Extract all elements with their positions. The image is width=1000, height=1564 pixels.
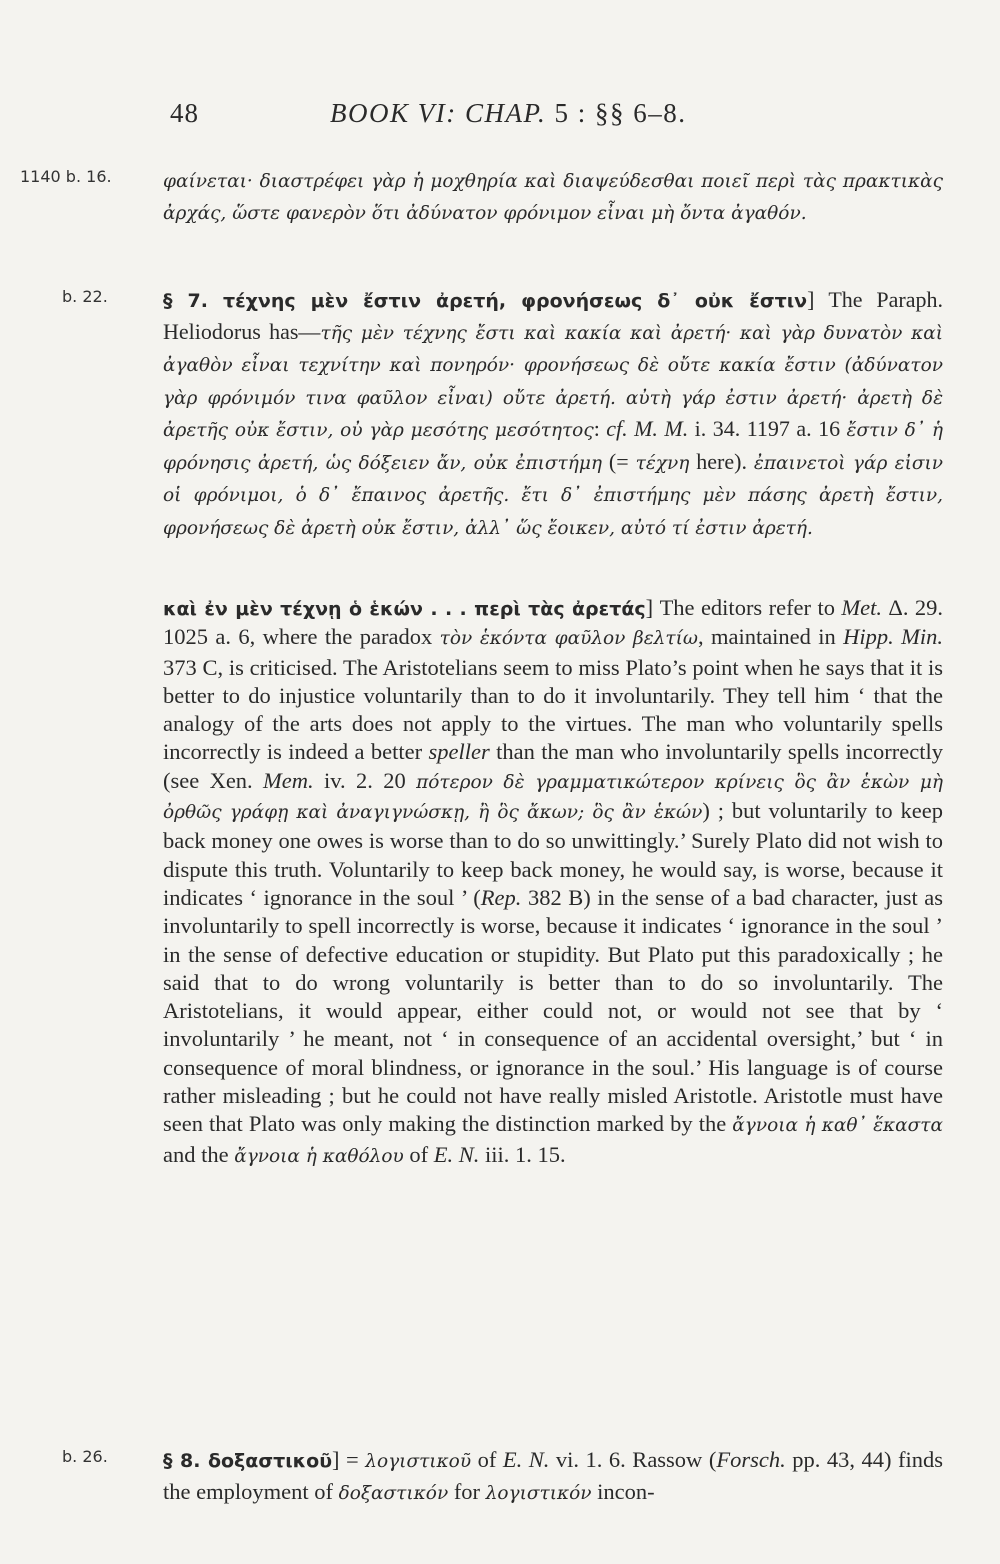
note-text: § 8. δοξαστικοῦ] = λογιστικοῦ of E. N. vi. 1. 6. Rassow (Forsch. pp. 43, 44) finds the employment of δοξαστικόν for λογιστικόν incon- — [163, 1447, 944, 1504]
page-number: 48 — [170, 98, 199, 128]
note-text: φαίνεται· διαστρέφει γὰρ ἡ μοχθηρία καὶ διαψεύδεσθαι ποιεῖ περὶ τὰς πρακτικὰς ἀρχάς, ὥστε φανερὸν ὅτι ἀδύνατον φρόνιμον εἶναι μὴ ὄντα ἀγαθόν. — [163, 171, 943, 224]
marginal-reference: b. 22. — [62, 287, 108, 306]
marginal-reference: b. 26. — [62, 1447, 108, 1466]
running-head — [330, 98, 687, 129]
note-text: § 7. τέχνης μὲν ἔστιν ἀρετή, φρονήσεως δ᾽ οὐκ ἔστιν] The Paraph. Heliodorus has—τῆς μὲν τέχνης ἔστι καὶ κακία καὶ ἀρετή· καὶ γὰρ δυνατὸν καὶ ἀγαθὸν εἶναι τεχνίτην καὶ πονηρόν· φρονήσεως δὲ οὔτε κακία ἔστιν (ἀδύνατον γὰρ φρόνιμόν τινα φαῦλον εἶναι) οὔτε ἀρετή. αὐτὴ γάρ ἐστιν ἀρετή· ἀρετὴ δὲ ἀρετῆς οὐκ ἔστιν, οὐ γὰρ μεσότης μεσότητος: cf. M. M. i. 34. 1197 a. 16 ἔστιν δ᾽ ἡ φρόνησις ἀρετή, ὡς δόξειεν ἄν, οὐκ ἐπιστήμη (= τέχνη here). ἐπαινετοὶ γάρ εἰσιν οἱ φρόνιμοι, ὁ δ᾽ ἔπαινος ἀρετῆς. ἔτι δ᾽ ἐπιστήμης μὲν πάσης ἀρετὴ ἔστιν, φρονήσεως δὲ ἀρετὴ οὐκ ἔστιν, ἀλλ᾽ ὥς ἔοικεν, αὐτό τί ἐστιν ἀρετή. — [163, 287, 944, 539]
running-head-book: BOOK VI: CHAP. — [330, 98, 547, 128]
page-header — [0, 98, 1000, 138]
note-text: καὶ ἐν μὲν τέχνῃ ὁ ἑκών . . . περὶ τὰς ἀρετάς] The editors refer to Met. Δ. 29. 1025 a. 6, where the paradox τὸν ἑκόντα φαῦλον βελτίω, maintained in Hipp. Min. 373 C, is criticised. The Aristotelians seem to miss Plato’s point when he says that it is better to do injustice voluntarily than to do it involuntarily. They tell him ‘ that the analogy of the arts does not apply to the virtues. The man who voluntarily spells incorrectly is indeed a better speller than the man who involuntarily spells incorrectly (see Xen. Mem. iv. 2. 20 πότερον δὲ γραμματικώτερον κρίνεις ὃς ἂν ἑκὼν μὴ ὀρθῶς γράφῃ καὶ ἀναγιγνώσκῃ, ἢ ὃς ἄκων; ὃς ἂν ἑκών) ; but voluntarily to keep back money one owes is worse than to do so unwittingly.’ Surely Plato did not wish to dispute this truth. Voluntarily to keep back money, he would say, is worse, because it indicates ‘ ignorance in the soul ’ (Rep. 382 B) in the sense of a bad character, just as involuntarily to spell incorrectly is worse, because it indicates ‘ ignorance in the soul ’ in the sense of defective education or stupidity. But Plato put this paradoxically ; he said that to do wrong voluntarily is better than to do so involuntarily. The Aristotelians, it would appear, either could not, or would not see that by ‘ involuntarily ’ he meant, not ‘ in consequence of an accidental oversight,’ but ‘ in consequence of moral blindness, or ignorance in the soul.’ His language is of course rather misleading ; but he could not have really misled Aristotle. Aristotle must have seen that Plato was only making the distinction marked by the ἄγνοια ἡ καθ᾽ ἕκαστα and the ἄγνοια ἡ καθόλου of E. N. iii. 1. 15. — [163, 595, 944, 1167]
marginal-reference: 1140 b. 16. — [20, 167, 112, 186]
running-head-sections: 5 : §§ 6–8. — [554, 98, 687, 128]
